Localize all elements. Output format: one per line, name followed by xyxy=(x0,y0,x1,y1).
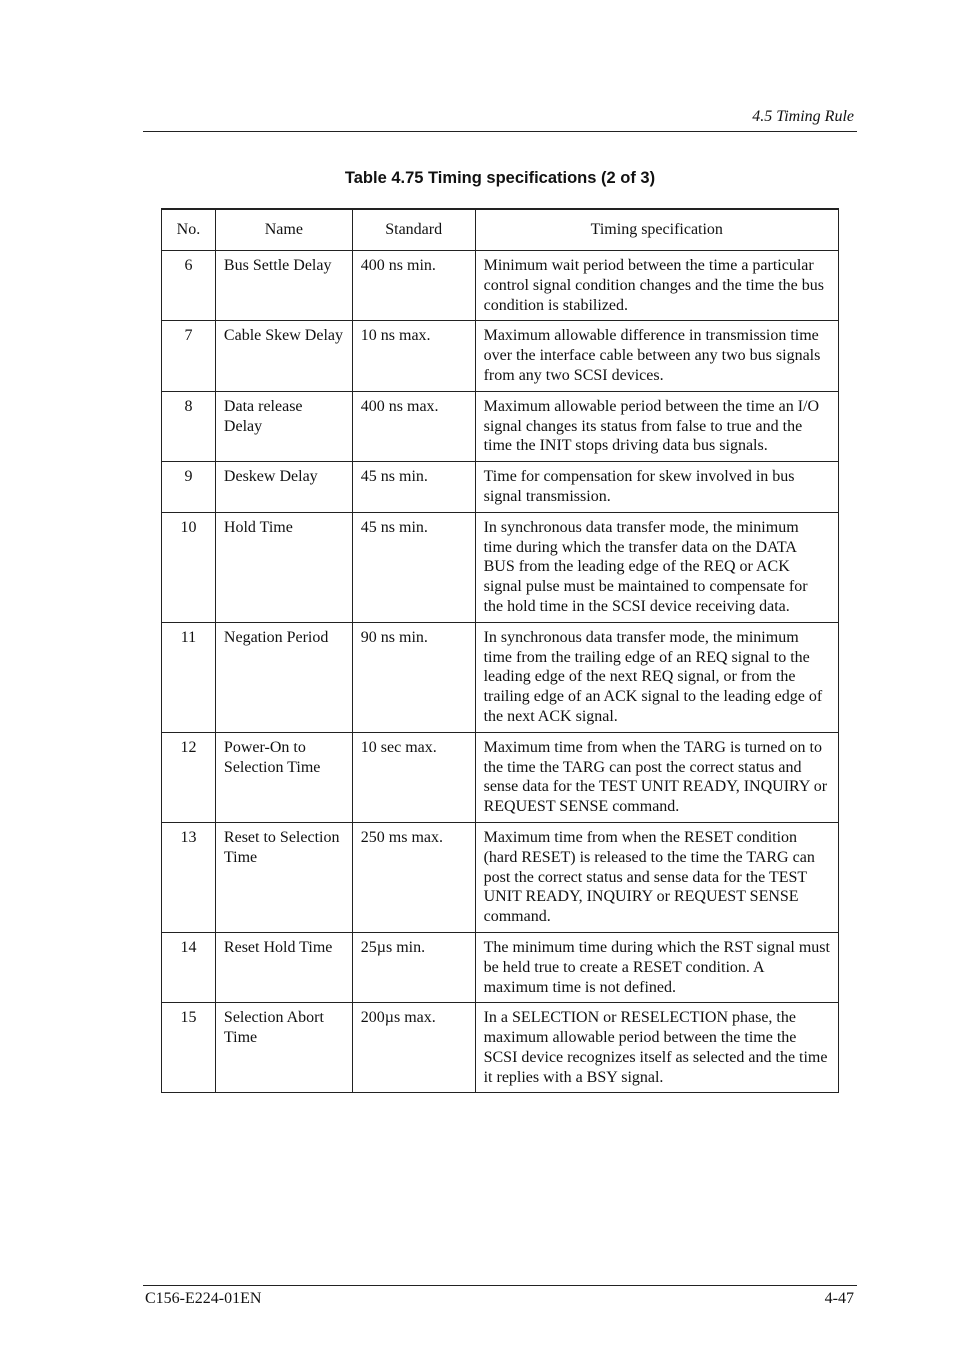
cell-spec: In a SELECTION or RESELECTION phase, the maximum allowable period between the time the SCSI device recognizes itself as selected and the time it replies with a BSY signal. xyxy=(475,1003,838,1093)
cell-spec: In synchronous data transfer mode, the minimum time from the trailing edge of an REQ signal to the leading edge of the next REQ signal, or from the trailing edge of an ACK signal to the leading edge of the next ACK signal. xyxy=(475,622,838,732)
cell-spec: Maximum time from when the RESET condition (hard RESET) is released to the time the TARG can post the correct status and sense data for the TEST UNIT READY, INQUIRY or REQUEST SENSE command. xyxy=(475,822,838,932)
cell-no: 13 xyxy=(162,822,216,932)
cell-name: Power-On to Selection Time xyxy=(215,732,352,822)
cell-no: 12 xyxy=(162,732,216,822)
cell-name: Reset to Selection Time xyxy=(215,822,352,932)
cell-spec: Maximum time from when the TARG is turned on to the time the TARG can post the correct status and sense data for the TEST UNIT READY, INQUIRY or REQUEST SENSE command. xyxy=(475,732,838,822)
column-header-standard: Standard xyxy=(352,209,475,251)
cell-standard: 10 ns max. xyxy=(352,321,475,391)
table-header-row xyxy=(162,209,839,251)
table-row xyxy=(162,732,839,822)
cell-no: 7 xyxy=(162,321,216,391)
cell-spec: Maximum allowable difference in transmission time over the interface cable between any two bus signals from any two SCSI devices. xyxy=(475,321,838,391)
table-row xyxy=(162,932,839,1002)
cell-spec: Minimum wait period between the time a particular control signal condition changes and the time the bus condition is stabilized. xyxy=(475,251,838,321)
footer-document-id: C156-E224-01EN xyxy=(145,1290,262,1307)
running-header-section: 4.5 Timing Rule xyxy=(752,108,854,125)
cell-standard: 200µs max. xyxy=(352,1003,475,1093)
cell-standard: 10 sec max. xyxy=(352,732,475,822)
cell-name: Negation Period xyxy=(215,622,352,732)
cell-no: 14 xyxy=(162,932,216,1002)
cell-no: 6 xyxy=(162,251,216,321)
column-header-spec: Timing specification xyxy=(475,209,838,251)
cell-no: 8 xyxy=(162,391,216,461)
cell-no: 10 xyxy=(162,512,216,622)
cell-standard: 250 ms max. xyxy=(352,822,475,932)
cell-name: Hold Time xyxy=(215,512,352,622)
cell-standard: 45 ns min. xyxy=(352,512,475,622)
cell-name: Reset Hold Time xyxy=(215,932,352,1002)
cell-spec: Maximum allowable period between the time an I/O signal changes its status from false to true and the time the INIT stops driving data bus signals. xyxy=(475,391,838,461)
cell-no: 15 xyxy=(162,1003,216,1093)
table-row xyxy=(162,1003,839,1093)
cell-no: 9 xyxy=(162,462,216,513)
cell-spec: In synchronous data transfer mode, the minimum time during which the transfer data on the DATA BUS from the leading edge of the REQ or ACK signal pulse must be maintained to compensate for the hold time in the SCSI device receiving data. xyxy=(475,512,838,622)
cell-name: Deskew Delay xyxy=(215,462,352,513)
cell-standard: 90 ns min. xyxy=(352,622,475,732)
table-row xyxy=(162,251,839,321)
table-row xyxy=(162,391,839,461)
cell-name: Bus Settle Delay xyxy=(215,251,352,321)
cell-no: 11 xyxy=(162,622,216,732)
table-caption: Table 4.75 Timing specifications (2 of 3) xyxy=(344,169,656,187)
cell-name: Cable Skew Delay xyxy=(215,321,352,391)
cell-standard: 25µs min. xyxy=(352,932,475,1002)
cell-standard: 45 ns min. xyxy=(352,462,475,513)
cell-name: Data release Delay xyxy=(215,391,352,461)
cell-spec: Time for compensation for skew involved in bus signal transmission. xyxy=(475,462,838,513)
footer-rule xyxy=(143,1285,857,1286)
timing-spec-table xyxy=(161,208,839,1093)
cell-standard: 400 ns max. xyxy=(352,391,475,461)
column-header-name: Name xyxy=(215,209,352,251)
table-row xyxy=(162,622,839,732)
table-row xyxy=(162,822,839,932)
table-row xyxy=(162,462,839,513)
table-row xyxy=(162,512,839,622)
header-rule xyxy=(143,131,857,132)
cell-standard: 400 ns min. xyxy=(352,251,475,321)
cell-name: Selection Abort Time xyxy=(215,1003,352,1093)
cell-spec: The minimum time during which the RST signal must be held true to create a RESET condition. A maximum time is not defined. xyxy=(475,932,838,1002)
table-row xyxy=(162,321,839,391)
footer-page-number: 4-47 xyxy=(824,1290,854,1307)
column-header-no: No. xyxy=(162,209,216,251)
